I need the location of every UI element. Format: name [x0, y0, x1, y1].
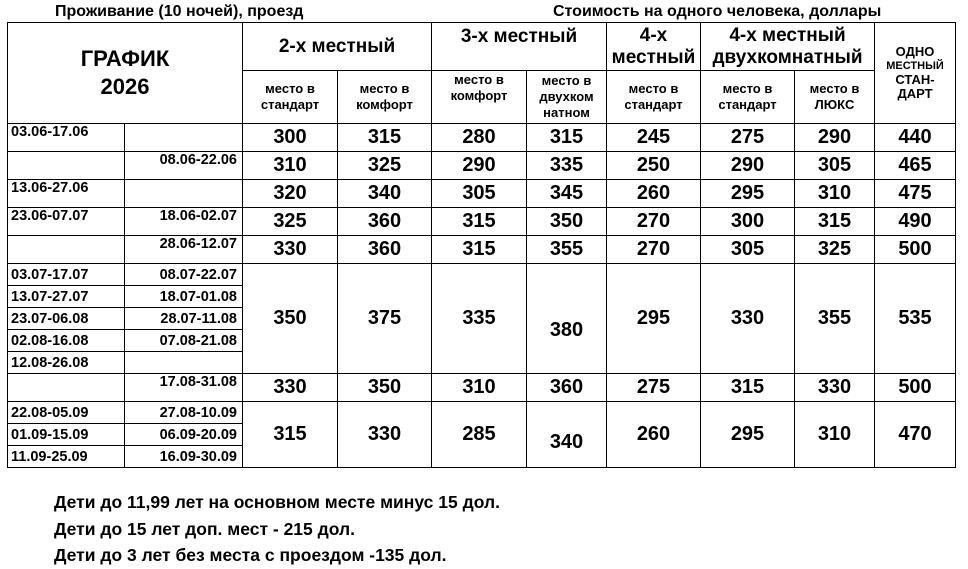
price: 325 [338, 152, 432, 180]
price: 350 [338, 374, 432, 402]
price: 335 [432, 264, 527, 374]
price: 305 [701, 236, 795, 264]
price: 290 [795, 124, 875, 152]
price: 320 [243, 180, 338, 208]
sub-label: ЛЮКС [814, 97, 855, 112]
sub-label: место в [454, 72, 504, 87]
table-row [8, 152, 956, 180]
price: 305 [795, 152, 875, 180]
header-row-groups [8, 23, 956, 71]
sub-label: комфорт [356, 97, 413, 112]
group-quad-two-room-line1: 4-х местный [729, 24, 846, 46]
sub-label: стандарт [624, 97, 683, 112]
price: 300 [701, 208, 795, 236]
price: 315 [432, 208, 527, 236]
price: 500 [875, 236, 956, 264]
sub-label: двухком [539, 89, 594, 104]
group-quad-line1: 4-х [639, 24, 668, 46]
price: 315 [432, 236, 527, 264]
price: 250 [607, 152, 701, 180]
price: 330 [338, 402, 432, 468]
price: 295 [607, 264, 701, 374]
price: 285 [432, 402, 527, 468]
sub-label: натном [543, 105, 590, 120]
price: 335 [527, 152, 607, 180]
schedule-year: 2026 [100, 74, 150, 99]
date-left [8, 152, 125, 180]
date-left: 13.07-27.07 [8, 286, 125, 308]
price: 330 [243, 236, 338, 264]
price: 465 [875, 152, 956, 180]
date-left: 11.09-25.09 [8, 446, 125, 468]
price: 270 [607, 236, 701, 264]
price-table [7, 22, 956, 468]
table-row [8, 236, 956, 264]
price: 355 [527, 236, 607, 264]
group-single-line1: ОДНО [895, 44, 935, 59]
sub-quad2-lux [795, 71, 875, 124]
date-right: 16.09-30.09 [125, 446, 243, 468]
price: 470 [875, 402, 956, 468]
sub-triple-comfort [432, 71, 527, 124]
sub-label: комфорт [450, 88, 508, 103]
group-single [875, 23, 956, 124]
date-right: 08.07-22.07 [125, 264, 243, 286]
price: 305 [432, 180, 527, 208]
sub-double-standard [243, 71, 338, 124]
price: 345 [527, 180, 607, 208]
schedule-title-text: ГРАФИК [80, 46, 170, 71]
sub-label: место в [809, 81, 860, 96]
price: 260 [607, 402, 701, 468]
sub-label: место в [541, 73, 592, 88]
date-left [8, 236, 125, 264]
price: 355 [795, 264, 875, 374]
price: 275 [701, 124, 795, 152]
price: 315 [338, 124, 432, 152]
sub-label: стандарт [718, 97, 777, 112]
price: 500 [875, 374, 956, 402]
table-row [8, 264, 956, 286]
price: 360 [338, 208, 432, 236]
date-left: 12.08-26.08 [8, 352, 125, 374]
table-row [8, 208, 956, 236]
price: 360 [338, 236, 432, 264]
date-right: 28.07-11.08 [125, 308, 243, 330]
price: 375 [338, 264, 432, 374]
children-notes [54, 489, 500, 569]
note-line: Дети до 3 лет без места с проездом -135 дол. [54, 545, 447, 565]
date-right: 06.09-20.09 [125, 424, 243, 446]
date-left [8, 374, 125, 402]
price: 310 [795, 180, 875, 208]
date-right: 17.08-31.08 [125, 374, 243, 402]
date-left: 01.09-15.09 [8, 424, 125, 446]
price: 280 [432, 124, 527, 152]
sub-triple-two-room [527, 71, 607, 124]
price: 290 [432, 152, 527, 180]
sub-label: место в [722, 81, 773, 96]
sub-quad-standard [607, 71, 701, 124]
schedule-title [8, 23, 243, 124]
sub-label: стандарт [260, 97, 320, 112]
date-left: 13.06-27.06 [8, 180, 125, 208]
price: 340 [338, 180, 432, 208]
sub-quad2-standard [701, 71, 795, 124]
date-right: 18.07-01.08 [125, 286, 243, 308]
table-row [8, 180, 956, 208]
group-quad [607, 23, 701, 71]
note-line: Дети до 11,99 лет на основном месте минус 15 дол. [54, 492, 500, 512]
price: 310 [432, 374, 527, 402]
date-right: 27.08-10.09 [125, 402, 243, 424]
price: 360 [527, 374, 607, 402]
price: 315 [701, 374, 795, 402]
price: 330 [701, 264, 795, 374]
date-right [125, 124, 243, 152]
price: 300 [243, 124, 338, 152]
table-row [8, 402, 956, 424]
price: 310 [243, 152, 338, 180]
date-right: 18.06-02.07 [125, 208, 243, 236]
date-left: 03.07-17.07 [8, 264, 125, 286]
price: 475 [875, 180, 956, 208]
accommodation-caption: Проживание (10 ночей), проезд [55, 3, 304, 20]
price: 315 [527, 124, 607, 152]
date-left: 23.06-07.07 [8, 208, 125, 236]
price: 330 [243, 374, 338, 402]
price: 315 [795, 208, 875, 236]
sub-label: место в [359, 81, 410, 96]
date-left: 02.08-16.08 [8, 330, 125, 352]
date-right [125, 352, 243, 374]
price: 330 [795, 374, 875, 402]
date-right [125, 180, 243, 208]
date-right: 07.08-21.08 [125, 330, 243, 352]
price: 325 [795, 236, 875, 264]
group-quad-two-room [701, 23, 875, 71]
date-left: 03.06-17.06 [8, 124, 125, 152]
group-single-line2: МЕСТНЫЙ [886, 60, 944, 72]
price: 325 [243, 208, 338, 236]
table-row [8, 124, 956, 152]
price: 340 [527, 402, 607, 468]
sub-label: место в [628, 81, 679, 96]
price: 245 [607, 124, 701, 152]
cost-caption: Стоимость на одного человека, доллары [553, 3, 882, 20]
date-right: 08.06-22.06 [125, 152, 243, 180]
group-quad-line2: местный [611, 46, 696, 68]
price: 535 [875, 264, 956, 374]
price: 275 [607, 374, 701, 402]
date-right: 28.06-12.07 [125, 236, 243, 264]
sub-double-comfort [338, 71, 432, 124]
price: 440 [875, 124, 956, 152]
price: 295 [701, 180, 795, 208]
price: 490 [875, 208, 956, 236]
group-quad-two-room-line2: двухкомнатный [712, 46, 863, 68]
price: 310 [795, 402, 875, 468]
price: 260 [607, 180, 701, 208]
price: 350 [243, 264, 338, 374]
price: 270 [607, 208, 701, 236]
price: 295 [701, 402, 795, 468]
price: 350 [527, 208, 607, 236]
price: 290 [701, 152, 795, 180]
sub-label: место в [265, 81, 315, 96]
table-row [8, 374, 956, 402]
group-double: 2-х местный [243, 23, 432, 71]
group-single-line3: СТАН- [895, 72, 935, 87]
price: 380 [527, 264, 607, 374]
group-triple: 3-х местный [432, 23, 607, 71]
note-line: Дети до 15 лет доп. мест - 215 дол. [54, 518, 355, 539]
date-left: 22.08-05.09 [8, 402, 125, 424]
price: 315 [243, 402, 338, 468]
group-single-line4: ДАРТ [897, 86, 933, 101]
date-left: 23.07-06.08 [8, 308, 125, 330]
